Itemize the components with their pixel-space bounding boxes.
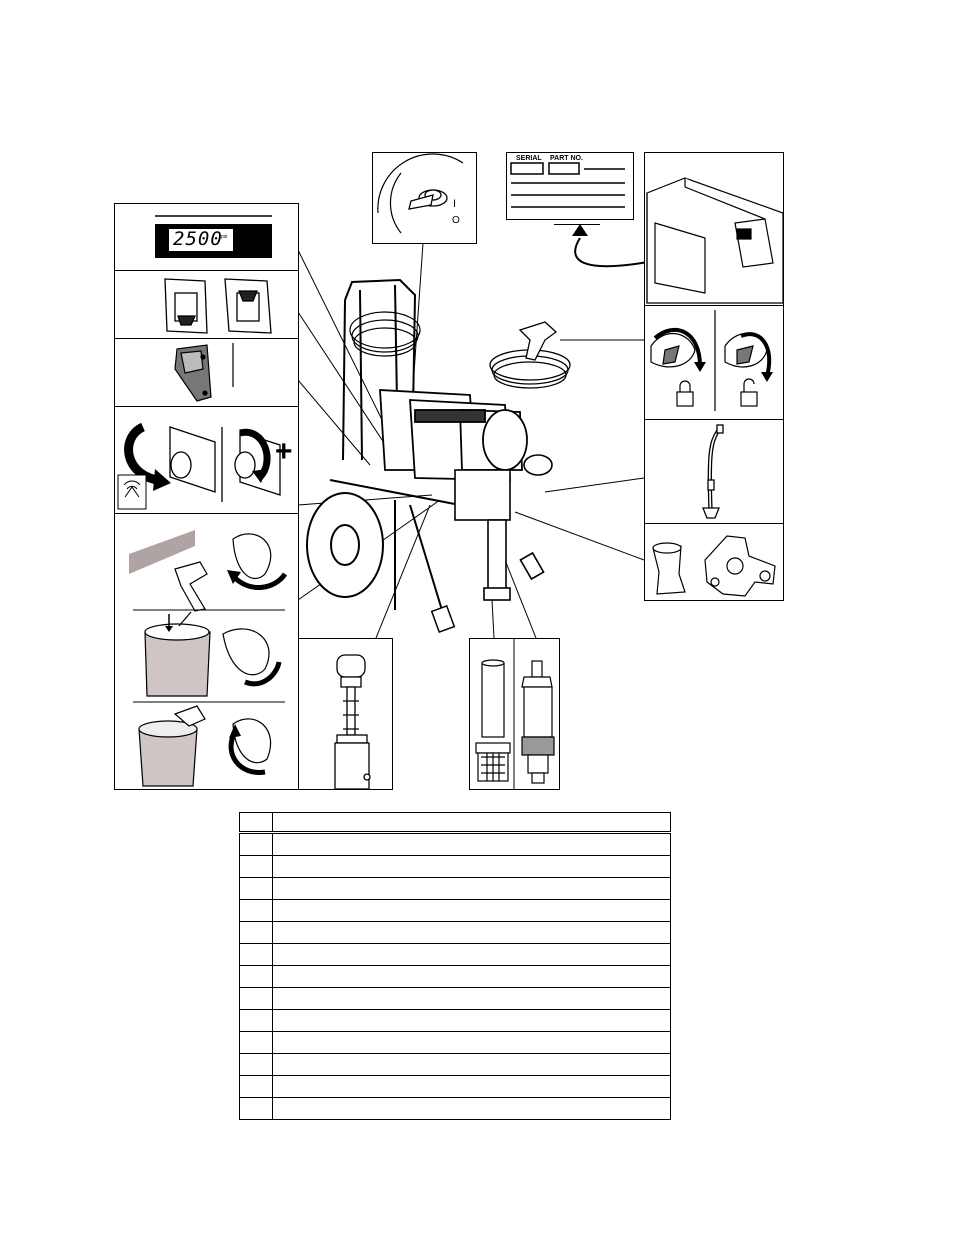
table-cell-description bbox=[273, 1032, 671, 1054]
table-cell-number bbox=[240, 1098, 273, 1120]
table-cell-number bbox=[240, 1054, 273, 1076]
switch-closeup-panel bbox=[372, 152, 477, 244]
table-row bbox=[240, 900, 671, 922]
table-cell-number bbox=[240, 1032, 273, 1054]
table-row bbox=[240, 1032, 671, 1054]
table-cell-description bbox=[273, 922, 671, 944]
table-cell-number bbox=[240, 922, 273, 944]
table-cell-description bbox=[273, 856, 671, 878]
table-cell-description bbox=[273, 833, 671, 856]
table-cell-number bbox=[240, 856, 273, 878]
serial-label-rule bbox=[554, 224, 600, 225]
table-cell-description bbox=[273, 988, 671, 1010]
serial-plate-location-panel bbox=[644, 152, 784, 306]
table-cell-description bbox=[273, 813, 671, 833]
pressure-display-value: 2500 bbox=[173, 228, 223, 250]
table-cell-description bbox=[273, 1054, 671, 1076]
table-cell-number bbox=[240, 944, 273, 966]
component-key-table bbox=[239, 812, 671, 1120]
serial-heading: SERIAL bbox=[516, 155, 542, 162]
filter-and-pump-lower-panel bbox=[469, 638, 560, 790]
table-row bbox=[240, 878, 671, 900]
gun-extension-panel bbox=[644, 419, 784, 524]
table-cell-description bbox=[273, 900, 671, 922]
inlet-strainer-panel bbox=[298, 638, 393, 790]
table-cell-description bbox=[273, 1010, 671, 1032]
switch-on-symbol: I bbox=[453, 198, 457, 210]
switch-off-symbol: O bbox=[452, 215, 460, 226]
power-switch-panel bbox=[114, 270, 299, 339]
table-row bbox=[240, 833, 671, 856]
table-cell-number bbox=[240, 878, 273, 900]
pressure-display-unit: psi bbox=[221, 234, 228, 240]
table-row bbox=[240, 922, 671, 944]
table-row bbox=[240, 966, 671, 988]
table-cell-number bbox=[240, 833, 273, 856]
table-row bbox=[240, 856, 671, 878]
pressure-knob-panel bbox=[114, 406, 299, 514]
table-row bbox=[240, 1098, 671, 1120]
pump-assembly-panel bbox=[644, 523, 784, 601]
display-panel bbox=[114, 203, 299, 271]
table-row bbox=[240, 1076, 671, 1098]
table-row bbox=[240, 1054, 671, 1076]
table-cell-number bbox=[240, 988, 273, 1010]
table-row bbox=[240, 988, 671, 1010]
table-cell-number bbox=[240, 813, 273, 833]
part-number-heading: PART NO. bbox=[550, 155, 583, 162]
table-cell-description bbox=[273, 1098, 671, 1120]
trigger-lock-panel bbox=[644, 305, 784, 420]
serial-label-panel bbox=[506, 152, 634, 220]
table-row bbox=[240, 944, 671, 966]
spray-priming-steps-panel bbox=[114, 513, 299, 790]
table-cell-number bbox=[240, 1076, 273, 1098]
table-cell-description bbox=[273, 944, 671, 966]
table-cell-number bbox=[240, 1010, 273, 1032]
table-cell-description bbox=[273, 966, 671, 988]
table-cell-number bbox=[240, 966, 273, 988]
increase-pressure-symbol: + bbox=[275, 435, 293, 468]
table-cell-description bbox=[273, 1076, 671, 1098]
prime-valve-panel bbox=[114, 338, 299, 407]
table-cell-number bbox=[240, 900, 273, 922]
table-cell-description bbox=[273, 878, 671, 900]
table-row bbox=[240, 1010, 671, 1032]
table-header-row bbox=[240, 813, 671, 833]
